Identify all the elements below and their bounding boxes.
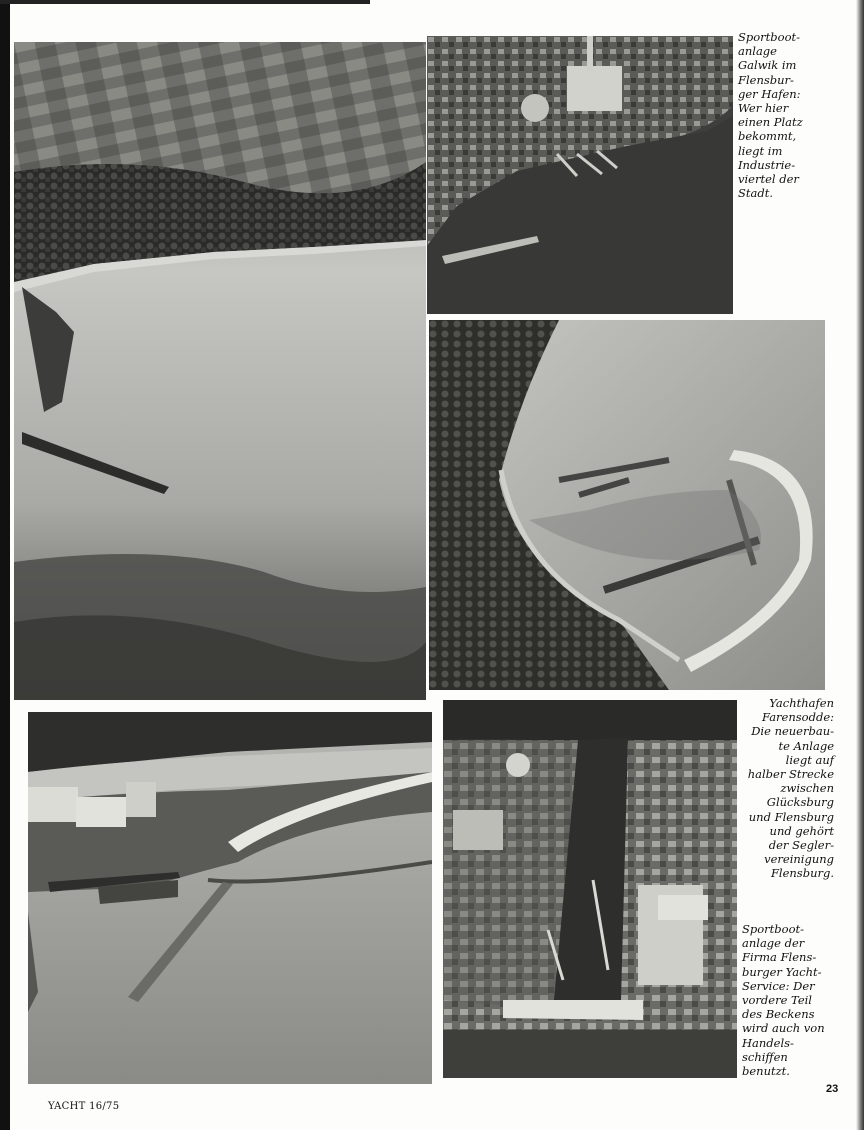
- photo-coast-harbor: [14, 42, 426, 700]
- caption-line: viertel der: [738, 172, 799, 187]
- caption-line: schiffen: [742, 1049, 788, 1064]
- caption-line: anlage der: [742, 936, 805, 951]
- caption-line: Handels-: [742, 1035, 794, 1050]
- caption-line: der Segler-: [768, 838, 834, 853]
- caption-line: Flensburg.: [770, 866, 834, 881]
- caption-line: Farensodde:: [762, 710, 834, 725]
- caption-galwik: [738, 30, 803, 200]
- caption-line: und gehört: [769, 823, 834, 838]
- caption-line: zwischen: [780, 781, 834, 796]
- caption-line: Glücksburg: [766, 795, 834, 810]
- caption-line: vordere Teil: [742, 993, 812, 1008]
- caption-line: Sportboot-: [742, 922, 804, 936]
- page-edge-shadow: [0, 0, 10, 1130]
- page-top-edge: [0, 0, 370, 4]
- caption-line: Firma Flens-: [742, 950, 817, 965]
- caption-line: wird auch von: [742, 1021, 825, 1036]
- caption-line: te Anlage: [778, 738, 834, 753]
- page-right-edge: [856, 0, 864, 1130]
- caption-line: Sportboot-: [738, 30, 800, 44]
- caption-line: benutzt.: [742, 1064, 790, 1079]
- photo-narrow-harbor-basin: [443, 700, 737, 1078]
- caption-line: halber Strecke: [747, 767, 834, 782]
- caption-line: bekommt,: [738, 129, 797, 144]
- caption-line: Industrie-: [738, 157, 796, 172]
- caption-line: liegt im: [738, 143, 783, 158]
- magazine-footer: YACHT 16/75: [48, 1101, 120, 1112]
- photo-modern-marina: [28, 712, 432, 1084]
- caption-line: Wer hier: [738, 101, 789, 116]
- caption-line: des Beckens: [742, 1007, 815, 1022]
- caption-line: Galwik im: [738, 58, 797, 73]
- caption-line: Service: Der: [742, 978, 815, 993]
- page-number: 23: [826, 1083, 839, 1095]
- caption-line: vereinigung: [764, 852, 834, 867]
- photo-industrial-harbor: [427, 36, 733, 314]
- caption-line: Die neuerbau-: [751, 724, 834, 739]
- caption-line: Flensbur-: [738, 72, 794, 87]
- caption-line: einen Platz: [738, 115, 803, 130]
- caption-farensodde: [748, 696, 834, 881]
- caption-line: liegt auf: [785, 752, 834, 767]
- caption-line: Stadt.: [738, 186, 773, 201]
- caption-line: Yachthafen: [769, 696, 834, 710]
- caption-line: und Flensburg: [748, 809, 834, 824]
- caption-line: burger Yacht-: [742, 964, 822, 979]
- photo-curved-breakwater: [429, 320, 825, 690]
- caption-line: anlage: [738, 44, 777, 59]
- caption-line: ger Hafen:: [738, 86, 801, 101]
- caption-yacht-service: [742, 922, 825, 1078]
